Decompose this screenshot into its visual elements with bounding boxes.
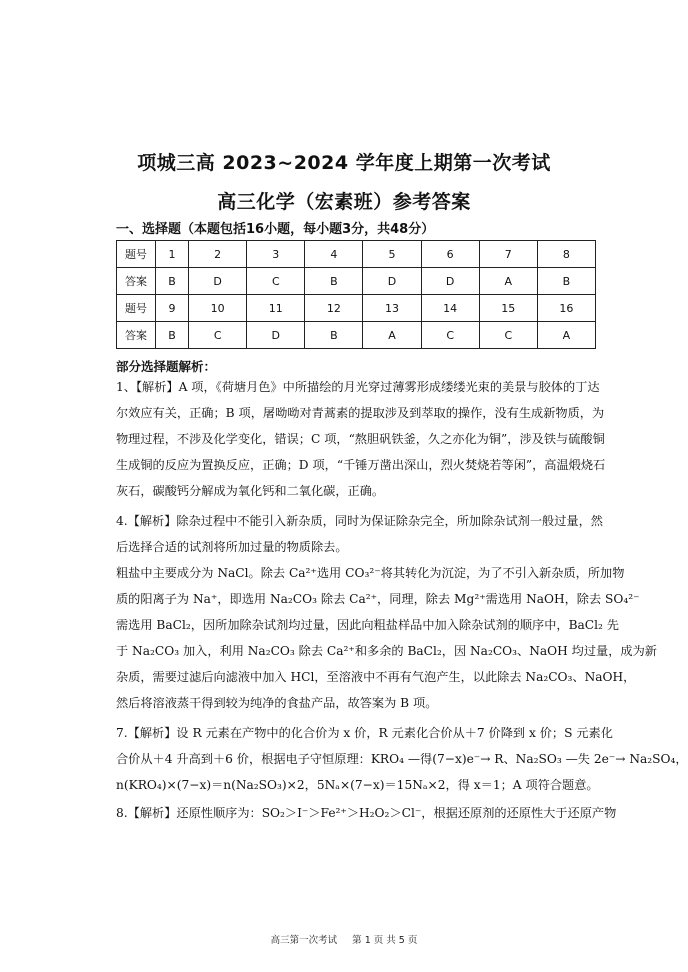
table-cell: 答案 — [117, 322, 156, 349]
text-line: 7.【解析】设 R 元素在产物中的化合价为 x 价，R 元素化合价从＋7 价降到 x 价；S 元素化 — [116, 726, 613, 740]
text-line: 4.【解析】除杂过程中不能引入新杂质，同时为保证除杂完全，所加除杂试剂一般过量，然 — [116, 514, 603, 528]
text-line: 杂质，需要过滤后向滤液中加入 HCl，至溶液中不再有气泡产生，以此除去 Na₂CO₃、NaOH， — [116, 670, 636, 684]
table-cell: 答案 — [117, 268, 156, 295]
analysis-q1 — [116, 374, 606, 504]
table-cell: B — [156, 268, 189, 295]
text-line: 合价从＋4 升高到＋6 价，根据电子守恒原理：KRO₄ —得(7−x)e⁻→ R、Na₂SO₃ —失 2e⁻→ Na₂SO₄， — [116, 752, 688, 766]
text-line: 然后将溶液蒸干得到较为纯净的食盐产品，故答案为 B 项。 — [116, 696, 438, 710]
table-cell: B — [156, 322, 189, 349]
table-cell: 12 — [305, 295, 363, 322]
table-cell: 3 — [247, 241, 305, 268]
table-cell: 15 — [479, 295, 537, 322]
analysis-heading: 部分选择题解析： — [116, 359, 217, 374]
footer-page-number: 第 1 页 共 5 页 — [352, 935, 418, 946]
page-footer — [0, 932, 688, 946]
table-cell: C — [189, 322, 247, 349]
table-cell: 题号 — [117, 295, 156, 322]
table-cell: 1 — [156, 241, 189, 268]
text-line: 于 Na₂CO₃ 加入，利用 Na₂CO₃ 除去 Ca²⁺和多余的 BaCl₂，因 Na₂CO₃、NaOH 均过量，成为新 — [116, 644, 657, 658]
table-cell: D — [421, 268, 479, 295]
table-cell: 9 — [156, 295, 189, 322]
table-cell: 2 — [189, 241, 247, 268]
table-cell: D — [363, 268, 421, 295]
footer-exam: 高三第一次考试 — [270, 935, 338, 946]
table-cell: 10 — [189, 295, 247, 322]
table-cell: 6 — [421, 241, 479, 268]
table-cell: 4 — [305, 241, 363, 268]
table-row — [117, 295, 596, 322]
table-cell: A — [479, 268, 537, 295]
text-line: 需选用 BaCl₂，因所加除杂试剂均过量，因此向粗盐样品中加入除杂试剂的顺序中，BaCl₂ 先 — [116, 618, 619, 632]
table-cell: C — [479, 322, 537, 349]
table-cell: 16 — [537, 295, 595, 322]
analysis-q8 — [116, 800, 617, 826]
text-line: n(KRO₄)×(7−x)＝n(Na₂SO₃)×2，5Nₐ×(7−x)＝15Nₐ×2，得 x＝1；A 项符合题意。 — [116, 778, 599, 792]
text-line: 粗盐中主要成分为 NaCl。除去 Ca²⁺选用 CO₃²⁻将其转化为沉淀，为了不引入新杂质，所加物 — [116, 566, 625, 580]
table-cell: C — [247, 268, 305, 295]
table-cell: B — [305, 322, 363, 349]
text-line: 后选择合适的试剂将所加过量的物质除去。 — [116, 540, 348, 554]
answer-table — [116, 240, 596, 349]
table-cell: A — [363, 322, 421, 349]
table-cell: 7 — [479, 241, 537, 268]
table-row — [117, 268, 596, 295]
table-cell: D — [189, 268, 247, 295]
page-subtitle: 高三化学（宏素班）参考答案 — [217, 191, 471, 213]
table-cell: 8 — [537, 241, 595, 268]
table-cell: A — [537, 322, 595, 349]
table-cell: 14 — [421, 295, 479, 322]
page-title: 项城三高 2023~2024 学年度上期第一次考试 — [137, 152, 551, 174]
table-cell: 13 — [363, 295, 421, 322]
text-line: 尔效应有关，正确；B 项，屠呦呦对青蒿素的提取涉及到萃取的操作，没有生成新物质，为 — [116, 406, 605, 420]
text-line: 灰石，碳酸钙分解成为氧化钙和二氧化碳，正确。 — [116, 484, 385, 498]
text-line: 物理过程，不涉及化学变化，错误；C 项，“熬胆矾铁釜，久之亦化为铜”，涉及铁与硫酸铜 — [116, 432, 605, 446]
table-cell: B — [305, 268, 363, 295]
text-line: 质的阳离子为 Na⁺，即选用 Na₂CO₃ 除去 Ca²⁺，同理，除去 Mg²⁺需选用 NaOH，除去 SO₄²⁻ — [116, 592, 640, 606]
analysis-q7 — [116, 720, 688, 798]
table-cell: D — [247, 322, 305, 349]
text-line: 8.【解析】还原性顺序为：SO₂＞I⁻＞Fe²⁺＞H₂O₂＞Cl⁻，根据还原剂的还原性大于还原产物 — [116, 806, 617, 820]
text-line: 1、【解析】A 项，《荷塘月色》中所描绘的月光穿过薄雾形成缕缕光束的美景与胶体的丁达 — [116, 380, 600, 394]
section-heading: 一、选择题（本题包括16小题，每小题3分，共48分） — [116, 222, 435, 237]
table-cell: 题号 — [117, 241, 156, 268]
table-cell: 5 — [363, 241, 421, 268]
table-row — [117, 241, 596, 268]
table-cell: C — [421, 322, 479, 349]
text-line: 生成铜的反应为置换反应，正确；D 项，“千锤万凿出深山，烈火焚烧若等闲”，高温煅烧石 — [116, 458, 606, 472]
table-cell: 11 — [247, 295, 305, 322]
table-row — [117, 322, 596, 349]
analysis-q4 — [116, 508, 657, 716]
table-cell: B — [537, 268, 595, 295]
